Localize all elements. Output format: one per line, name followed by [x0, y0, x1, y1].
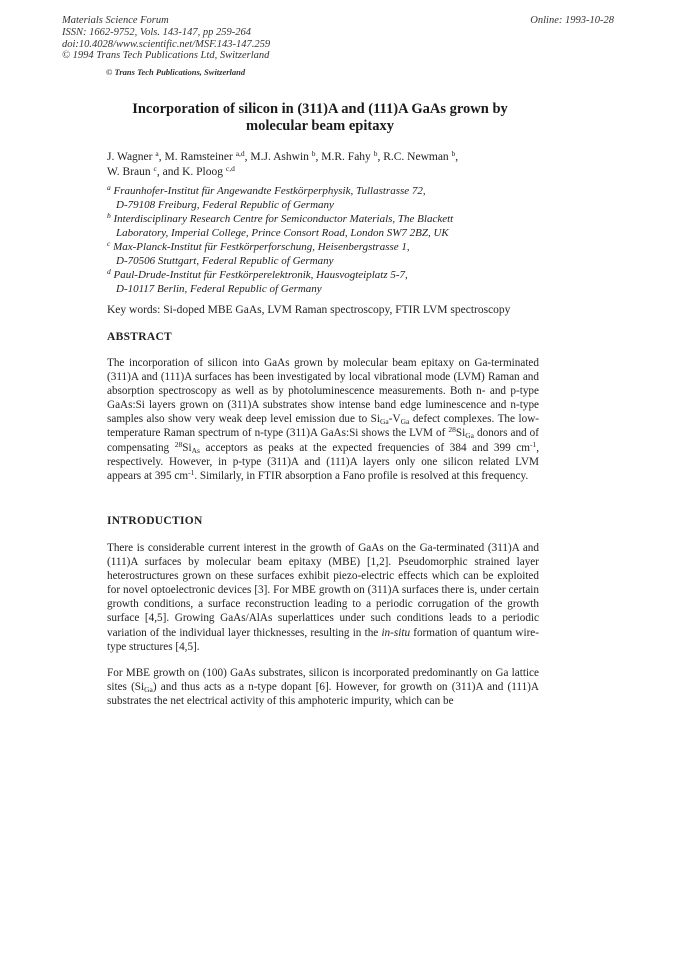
introduction-paragraph-1 — [107, 541, 539, 654]
abstract-text: , respectively. However, in p-type (311)A and (111)A layers only one silicon related LVM appears at 395 cm — [107, 441, 540, 482]
introduction-paragraph-2 — [107, 666, 539, 708]
author-name: , M. Ramsteiner — [158, 151, 236, 163]
abstract-text: Si — [455, 427, 466, 440]
author-affil-mark: a — [155, 149, 159, 158]
author-affil-mark: b — [373, 149, 378, 158]
affiliation-line: D-10117 Berlin, Federal Republic of Germany — [116, 283, 322, 295]
author-name: , M.J. Ashwin — [244, 151, 312, 163]
affiliation-mark: c — [107, 239, 111, 248]
abstract-heading: ABSTRACT — [107, 331, 173, 343]
superscript: 28 — [448, 425, 456, 435]
author-name: W. Braun — [107, 165, 154, 178]
introduction-heading: INTRODUCTION — [107, 515, 203, 527]
body-text: For MBE growth on (100) GaAs substrates, silicon is incorporated predominantly on Ga lattice sites (Si — [107, 667, 539, 694]
publisher-notice: © Trans Tech Publications, Switzerland — [106, 67, 246, 77]
subscript: Ga — [400, 417, 410, 427]
affiliation-line: D-79108 Freiburg, Federal Republic of Germany — [116, 199, 334, 211]
affiliation-c — [107, 240, 547, 268]
body-text: There is considerable current interest in the growth of GaAs on the Ga-terminated (311)A and (111)A surfaces by molecular beam epitaxy (MBE) [1,2]. Pseudomorphic strained layer heterostructures grown on these surfaces exhibit piezo-electric effects which can be exploited for novel optoelectronic devices [3]. For MBE growth on (311)A surfaces there is, under certain growth conditions, a surface reconstruction leading to a periodic corrugation of the growth surface [4,5]. Growing GaAs/AlAs superlattices under such conditions leads to a periodic variation of the individual layer thicknesses, resulting in the — [107, 542, 539, 639]
abstract-text: The incorporation of silicon into GaAs grown by molecular beam epitaxy on Ga-terminated (311)A and (111)A surfaces has been investigated by local vibrational mode (LVM) Raman and absorption spectroscopy as well as by photoluminescence measurements. Both n- and p-type GaAs:Si layers grown on (311)A substrates show intense band edge luminescence and n-type samples also show very weak deep level emission due to Si — [107, 357, 539, 426]
affiliation-a — [107, 184, 547, 212]
subscript: As — [191, 445, 200, 455]
online-date: Online: 1993-10-28 — [530, 15, 614, 26]
abstract-text: . Similarly, in FTIR absorption a Fano profile is resolved at this frequency. — [194, 469, 529, 482]
affiliation-list — [107, 184, 547, 296]
italic-text: in-situ — [381, 626, 411, 639]
author-name: J. Wagner — [107, 151, 156, 163]
abstract-paragraph — [107, 356, 539, 483]
doi-line: doi:10.4028/www.scientific.net/MSF.143-147.259 — [62, 38, 271, 50]
copyright-line: © 1994 Trans Tech Publications Ltd, Switzerland — [62, 50, 270, 62]
affiliation-mark: a — [107, 183, 111, 192]
abstract-text: -V — [388, 413, 401, 426]
paper-title — [100, 101, 540, 135]
keywords: Key words: Si-doped MBE GaAs, LVM Raman spectroscopy, FTIR LVM spectroscopy — [107, 304, 511, 316]
journal-name: Materials Science Forum — [62, 15, 169, 26]
issn-line: ISSN: 1662-9752, Vols. 143-147, pp 259-264 — [62, 26, 251, 38]
journal-header — [62, 15, 270, 62]
affiliation-mark: d — [107, 267, 111, 276]
body-text: formation of quantum wire-type structures [4,5]. — [107, 626, 539, 653]
superscript: -1 — [529, 439, 537, 449]
affiliation-mark: b — [107, 211, 111, 220]
author-list — [107, 150, 547, 179]
author-line-2 — [107, 165, 547, 180]
author-line-1 — [107, 150, 547, 165]
abstract-text: Si — [182, 441, 192, 454]
author-affil-mark: a,d — [235, 149, 245, 158]
author-separator: , — [455, 151, 459, 163]
abstract-text: donors and of compensating — [107, 427, 539, 454]
affiliation-line: Interdisciplinary Research Centre for Semiconductor Materials, The Blackett — [113, 213, 454, 225]
author-name: , M.R. Fahy — [315, 151, 374, 163]
affiliation-b — [107, 212, 547, 240]
affiliation-line: Max-Planck-Institut für Festkörperforschung, Heisenbergstrasse 1, — [113, 241, 410, 253]
title-line-1: Incorporation of silicon in (311)A and (111)A GaAs grown by — [132, 101, 508, 117]
affiliation-line: Paul-Drude-Institut für Festkörperelektronik, Hausvogteiplatz 5-7, — [113, 269, 408, 281]
author-affil-mark: c,d — [225, 163, 235, 173]
abstract-text: acceptors as peaks at the expected frequencies of 384 and 399 cm — [199, 441, 530, 454]
subscript: Ga — [380, 417, 389, 427]
affiliation-line: Fraunhofer-Institut für Angewandte Festkörperphysik, Tullastrasse 72, — [113, 185, 426, 197]
abstract-text: defect complexes. The low-temperature Raman spectrum of n-type (311)A GaAs:Si shows the LVM of — [107, 413, 539, 440]
author-affil-mark: c — [153, 163, 157, 173]
subscript: Ga — [144, 685, 153, 695]
affiliation-line: D-70506 Stuttgart, Federal Republic of Germany — [116, 255, 334, 267]
subscript: Ga — [465, 431, 474, 441]
affiliation-d — [107, 268, 547, 296]
superscript: -1 — [188, 467, 195, 477]
author-affil-mark: b — [451, 149, 456, 158]
title-line-2: molecular beam epitaxy — [246, 118, 394, 134]
author-name: , R.C. Newman — [377, 151, 452, 163]
affiliation-line: Laboratory, Imperial College, Prince Consort Road, London SW7 2BZ, UK — [116, 227, 449, 239]
author-name: , and K. Ploog — [156, 165, 226, 178]
superscript: 28 — [174, 439, 183, 449]
author-affil-mark: b — [311, 149, 316, 158]
body-text: ) and thus acts as a n-type dopant [6]. However, for growth on (311)A and (111)A substrates the net electrical activity of this amphoteric impurity, which can be — [107, 681, 539, 708]
